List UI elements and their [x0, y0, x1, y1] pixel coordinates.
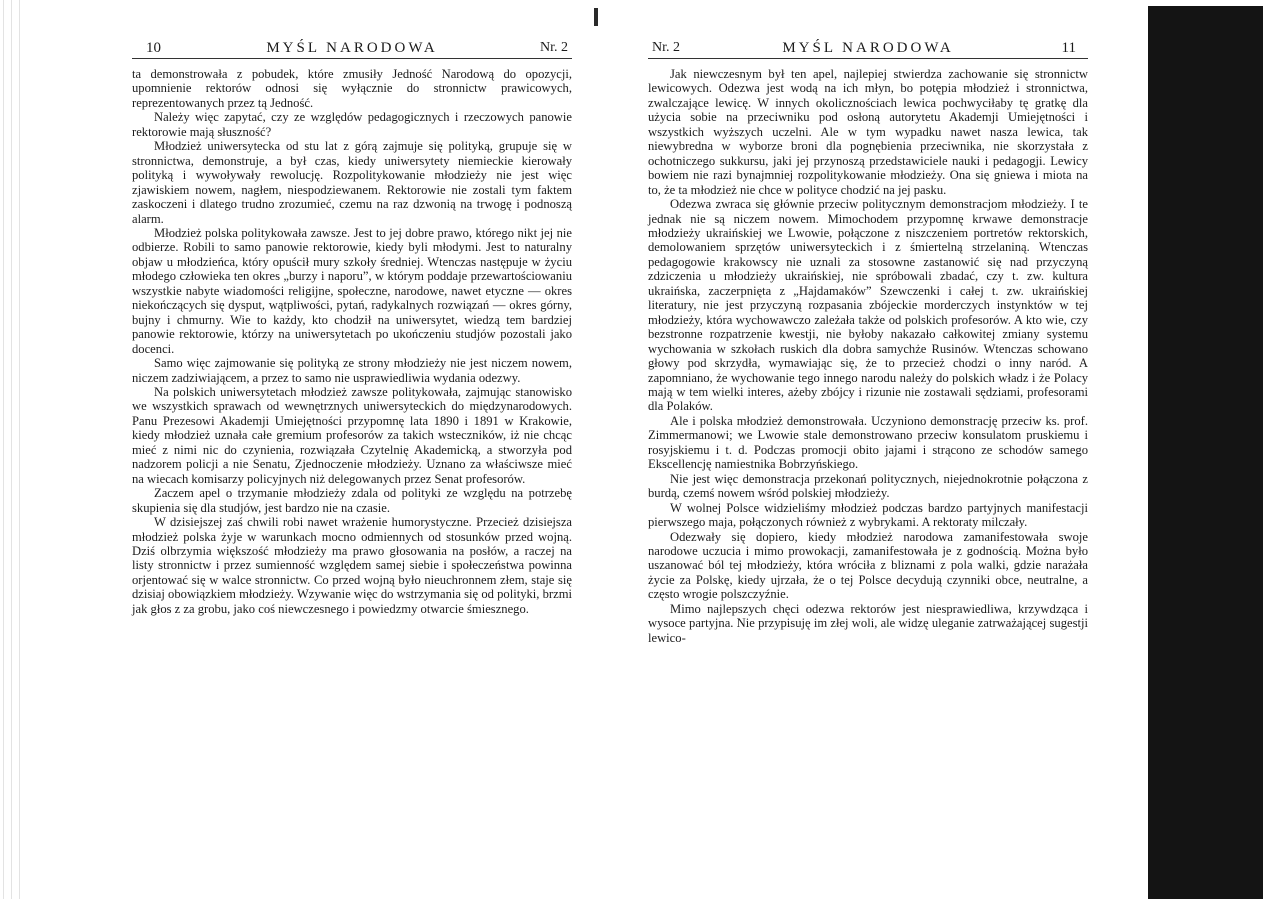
paragraph: W dzisiejszej zaś chwili robi nawet wrażenie humorystyczne. Przecież dzisiejsza młodzież polska żyje w warunkach mocno odmiennych od stosunków przed wojną. Dziś olbrzymia większość młodzieży ma prawo głosowania na posłów, a raczej na listy stronnictw i przez sumienność względem samej siebie i społeczeństwa powinna orjentować się w walce stronnictw. Co przed wojną było nieuchronnem złem, staje się dzisiaj obowiązkiem młodzieży. Wzywanie więc do wstrzymania się od polityki, brzmi jak głos z za grobu, jako coś niewczesnego i powiedzmy otwarcie śmiesznego. — [132, 515, 572, 616]
paragraph: Na polskich uniwersytetach młodzież zawsze politykowała, zajmując stanowisko we wszystkich sprawach od wewnętrznych uniwersyteckich do międzynarodowych. Panu Prezesowi Akademji Umiejętności przypomnę lata 1890 i 1891 w Krakowie, kiedy młodzież uznała całe gremium profesorów za takich wsteczników, iż nie chcąc mieć z nimi nic do czynienia, rozwiązała Czytelnię Akademicką, a stworzyła pod nadzorem policji a nie Senatu, Zjednoczenie młodzieży. Uznano za właściwsze mieć na wiecach komisarzy policyjnych niż delegowanych przez Senat profesorów. — [132, 384, 572, 486]
paragraph: Odezwa zwraca się głównie przeciw politycznym demonstracjom młodzieży. I te jednak nie są niczem nowem. Mimochodem przypomnę krwawe demonstracje młodzieży ukraińskiej we Lwowie, połączone z niszczeniem portretów rektorskich, demolowaniem sprzętów uniwersyteckich i z śmiertelną strzelaniną. Wtenczas pedagogowie krakowscy nie uznali za stosowne zastanowić się nad przyczyną zdziczenia u młodzieży ukraińskiej, nie spróbowali zbadać, czy t. zw. kultura ukraińska, zaczerpnięta z „Hajdamaków” Szewczenki i całej t. zw. ukraińskiej literatury, nie jest przyczyną rozpasania zbójeckie morderczych instynktów w tej młodzieży, która wychowawczo zależała także od polskich profesorów. A kto wie, czy bezstronne rozpatrzenie kwestji, nie byłoby nakazało całkowitej zmiany systemu wychowania w szkołach ruskich dla dobra samychże Rusinów. Wtenczas schowano głowy pod skrzydła, wymawiając się, że to przecież chodzi o inny naród. A zapomniano, że wychowanie tego innego narodu należy do polskich władz i że Polacy mają w tem wielki interes, ażeby zbójcy i rizunie nie zostawali sędziami, profesorami dla Polaków. — [648, 197, 1088, 414]
paragraph: Odezwały się dopiero, kiedy młodzież narodowa zamanifestowała swoje narodowe uczucia i mimo prowokacji, zamanifestowała je z godnością. Można było uszanować ból tej młodzieży, która wróciła z bliznami z pola walki, gdzie narażała życie za Polskę, kiedy ujrzała, że o tej Polsce decydują czynniki obce, neutralne, a często wrogie polszczyźnie. — [648, 529, 1088, 602]
paragraph: Młodzież uniwersytecka od stu lat z górą zajmuje się polityką, grupuje się w stronnictwa, demonstruje, a był czas, kiedy uniwersytety niemieckie kierowały polityką i wywoływały rewolucję. Rozpolitykowanie młodzieży nie jest więc zjawiskiem nowem, nagłem, niespodziewanem. Rektorowie nie zostali tym faktem zaskoczeni i dlatego trudno zrozumieć, czemu na raz dzwonią na trwogę i podnoszą alarm. — [132, 139, 572, 226]
running-header — [648, 36, 1088, 59]
paragraph: Młodzież polska politykowała zawsze. Jest to jej dobre prawo, którego nikt jej nie odbierze. Robili to samo panowie rektorowie, kiedy byli młodymi. Jest to naturalny objaw u młodzieńca, który opuścił mury szkoły średniej. Wtenczas następuje w życiu młodego człowieka ten okres „burzy i naporu”, w którym poddaje przewartościowaniu wszystkie nabyte wiadomości religijne, społeczne, narodowe, nawet etyczne — okres niekończących się dysput, wątpliwości, pytań, radykalnych rozwiązań — okres górny, bujny i chmurny. Wie to każdy, kto chodził na uniwersytet, wiedzą tem bardziej panowie rektorowie, którzy na uniwersytetach po ukończeniu studjów pozostali jako docenci. — [132, 225, 572, 356]
binding-mark — [594, 8, 598, 26]
issue-number: Nr. 2 — [540, 40, 568, 55]
paragraph: ta demonstrowała z pobudek, które zmusiły Jedność Narodową do opozycji, upomnienie rektorów odnosi się wyłącznie do stronnictw prawicowych, reprezentowanych przez tą Jedność. — [132, 67, 572, 110]
page-body — [648, 67, 1088, 645]
journal-title: MYŚL NARODOWA — [266, 40, 438, 56]
page-number: 11 — [1061, 40, 1076, 56]
page-body — [132, 67, 572, 616]
page-edge-shadow — [0, 0, 22, 899]
paragraph: Należy więc zapytać, czy ze względów pedagogicznych i rzeczowych panowie rektorowie mają słuszność? — [132, 110, 572, 139]
paragraph: Nie jest więc demonstracja przekonań politycznych, niejednokrotnie połączona z burdą, czemś nowem wśród polskiej młodzieży. — [648, 471, 1088, 501]
paragraph: Mimo najlepszych chęci odezwa rektorów jest niesprawiedliwa, krzywdząca i wysoce partyjna. Nie przypisuję im złej woli, ale widzę uleganie zatrważającej sugestji lewico- — [648, 601, 1088, 645]
paragraph: Zaczem apel o trzymanie młodzieży zdala od polityki ze względu na potrzebę skupienia się dla studjów, jest bardzo nie na czasie. — [132, 486, 572, 515]
journal-title: MYŚL NARODOWA — [782, 40, 954, 56]
paragraph: W wolnej Polsce widzieliśmy młodzież podczas bardzo partyjnych manifestacji pierwszego maja, połączonych również z wybrykami. A rektoraty milczały. — [648, 500, 1088, 530]
paragraph: Ale i polska młodzież demonstrowała. Uczyniono demonstrację przeciw ks. prof. Zimmermanowi; we Lwowie stale demonstrowano przeciw konsulatom pruskiemu i rosyjskiemu i t. d. Podczas promocji obito jajami i strącono ze schodów samego Ekscellencję namiestnika Bobrzyńskiego. — [648, 413, 1088, 472]
scan-dark-margin — [1148, 6, 1263, 899]
paragraph: Samo więc zajmowanie się polityką ze strony młodzieży nie jest niczem nowem, niczem zadziwiającem, a przez to samo nie usprawiedliwia wydania odezwy. — [132, 356, 572, 385]
issue-number: Nr. 2 — [652, 40, 680, 55]
running-header — [132, 36, 572, 59]
paragraph: Jak niewczesnym był ten apel, najlepiej stwierdza zachowanie się stronnictw lewicowych. Odezwa jest wodą na ich młyn, bo potępia młodzież i stronnictwa, zwalczające lewicę. W innych okolicznościach lewica pochwyciłaby tę gratkę dla użycia sobie na przeciwniku pod osłoną autorytetu Akademji Umiejętności i wszystkich wyższych uczelni. Ale w tym wypadku nawet nasza lewica, tak niewybredna w wyborze broni dla pognębienia przeciwnika, nie skorzystała z ochotniczego sukkursu, jaki jej przynoszą przedstawiciele nauki i pedagogji. Lewicy bowiem nie razi bynajmniej rozpolitykowanie młodzieży. Ona się gniewa i miota na to, że ta młodzież nie chce w polityce chodzić na jej pasku. — [648, 67, 1088, 197]
left-page — [132, 36, 572, 616]
right-page — [648, 36, 1088, 645]
page-number: 10 — [146, 40, 161, 56]
